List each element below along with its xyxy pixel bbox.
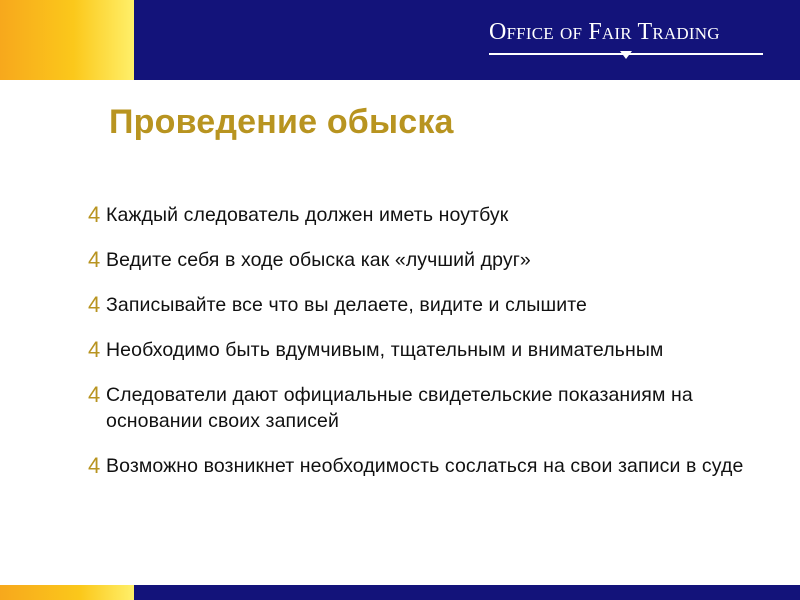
bullet-marker: 4	[88, 382, 101, 407]
bullet-text: Возможно возникнет необходимость сослаться на свои записи в суде	[106, 455, 744, 477]
bullet-item	[88, 453, 758, 479]
bullet-text: Необходимо быть вдумчивым, тщательным и внимательным	[106, 339, 664, 361]
bullet-marker: 4	[88, 202, 101, 227]
logo-underline-right	[628, 53, 763, 55]
bullet-marker: 4	[88, 453, 101, 478]
bullet-text: Следователи дают официальные свидетельские показаниям на основании своих записей	[106, 384, 693, 432]
bullet-item	[88, 382, 758, 434]
logo-text: Office of Fair Trading	[489, 19, 720, 45]
bullet-list	[88, 202, 758, 479]
logo-underline-left	[489, 53, 623, 55]
slide-title: Проведение обыска	[109, 103, 454, 141]
bullet-marker: 4	[88, 337, 101, 362]
bullet-item	[88, 337, 758, 363]
header-accent-block	[0, 0, 134, 80]
bullet-marker: 4	[88, 292, 101, 317]
bullet-item	[88, 292, 758, 318]
office-of-fair-trading-logo	[489, 18, 763, 62]
bullet-text: Каждый следователь должен иметь ноутбук	[106, 204, 509, 226]
bullet-item	[88, 202, 758, 228]
bullet-text: Ведите себя в ходе обыска как «лучший друг»	[106, 249, 531, 271]
bullet-marker: 4	[88, 247, 101, 272]
footer-accent-block	[0, 585, 134, 600]
bullet-text: Записывайте все что вы делаете, видите и слышите	[106, 294, 588, 316]
bullet-item	[88, 247, 758, 273]
